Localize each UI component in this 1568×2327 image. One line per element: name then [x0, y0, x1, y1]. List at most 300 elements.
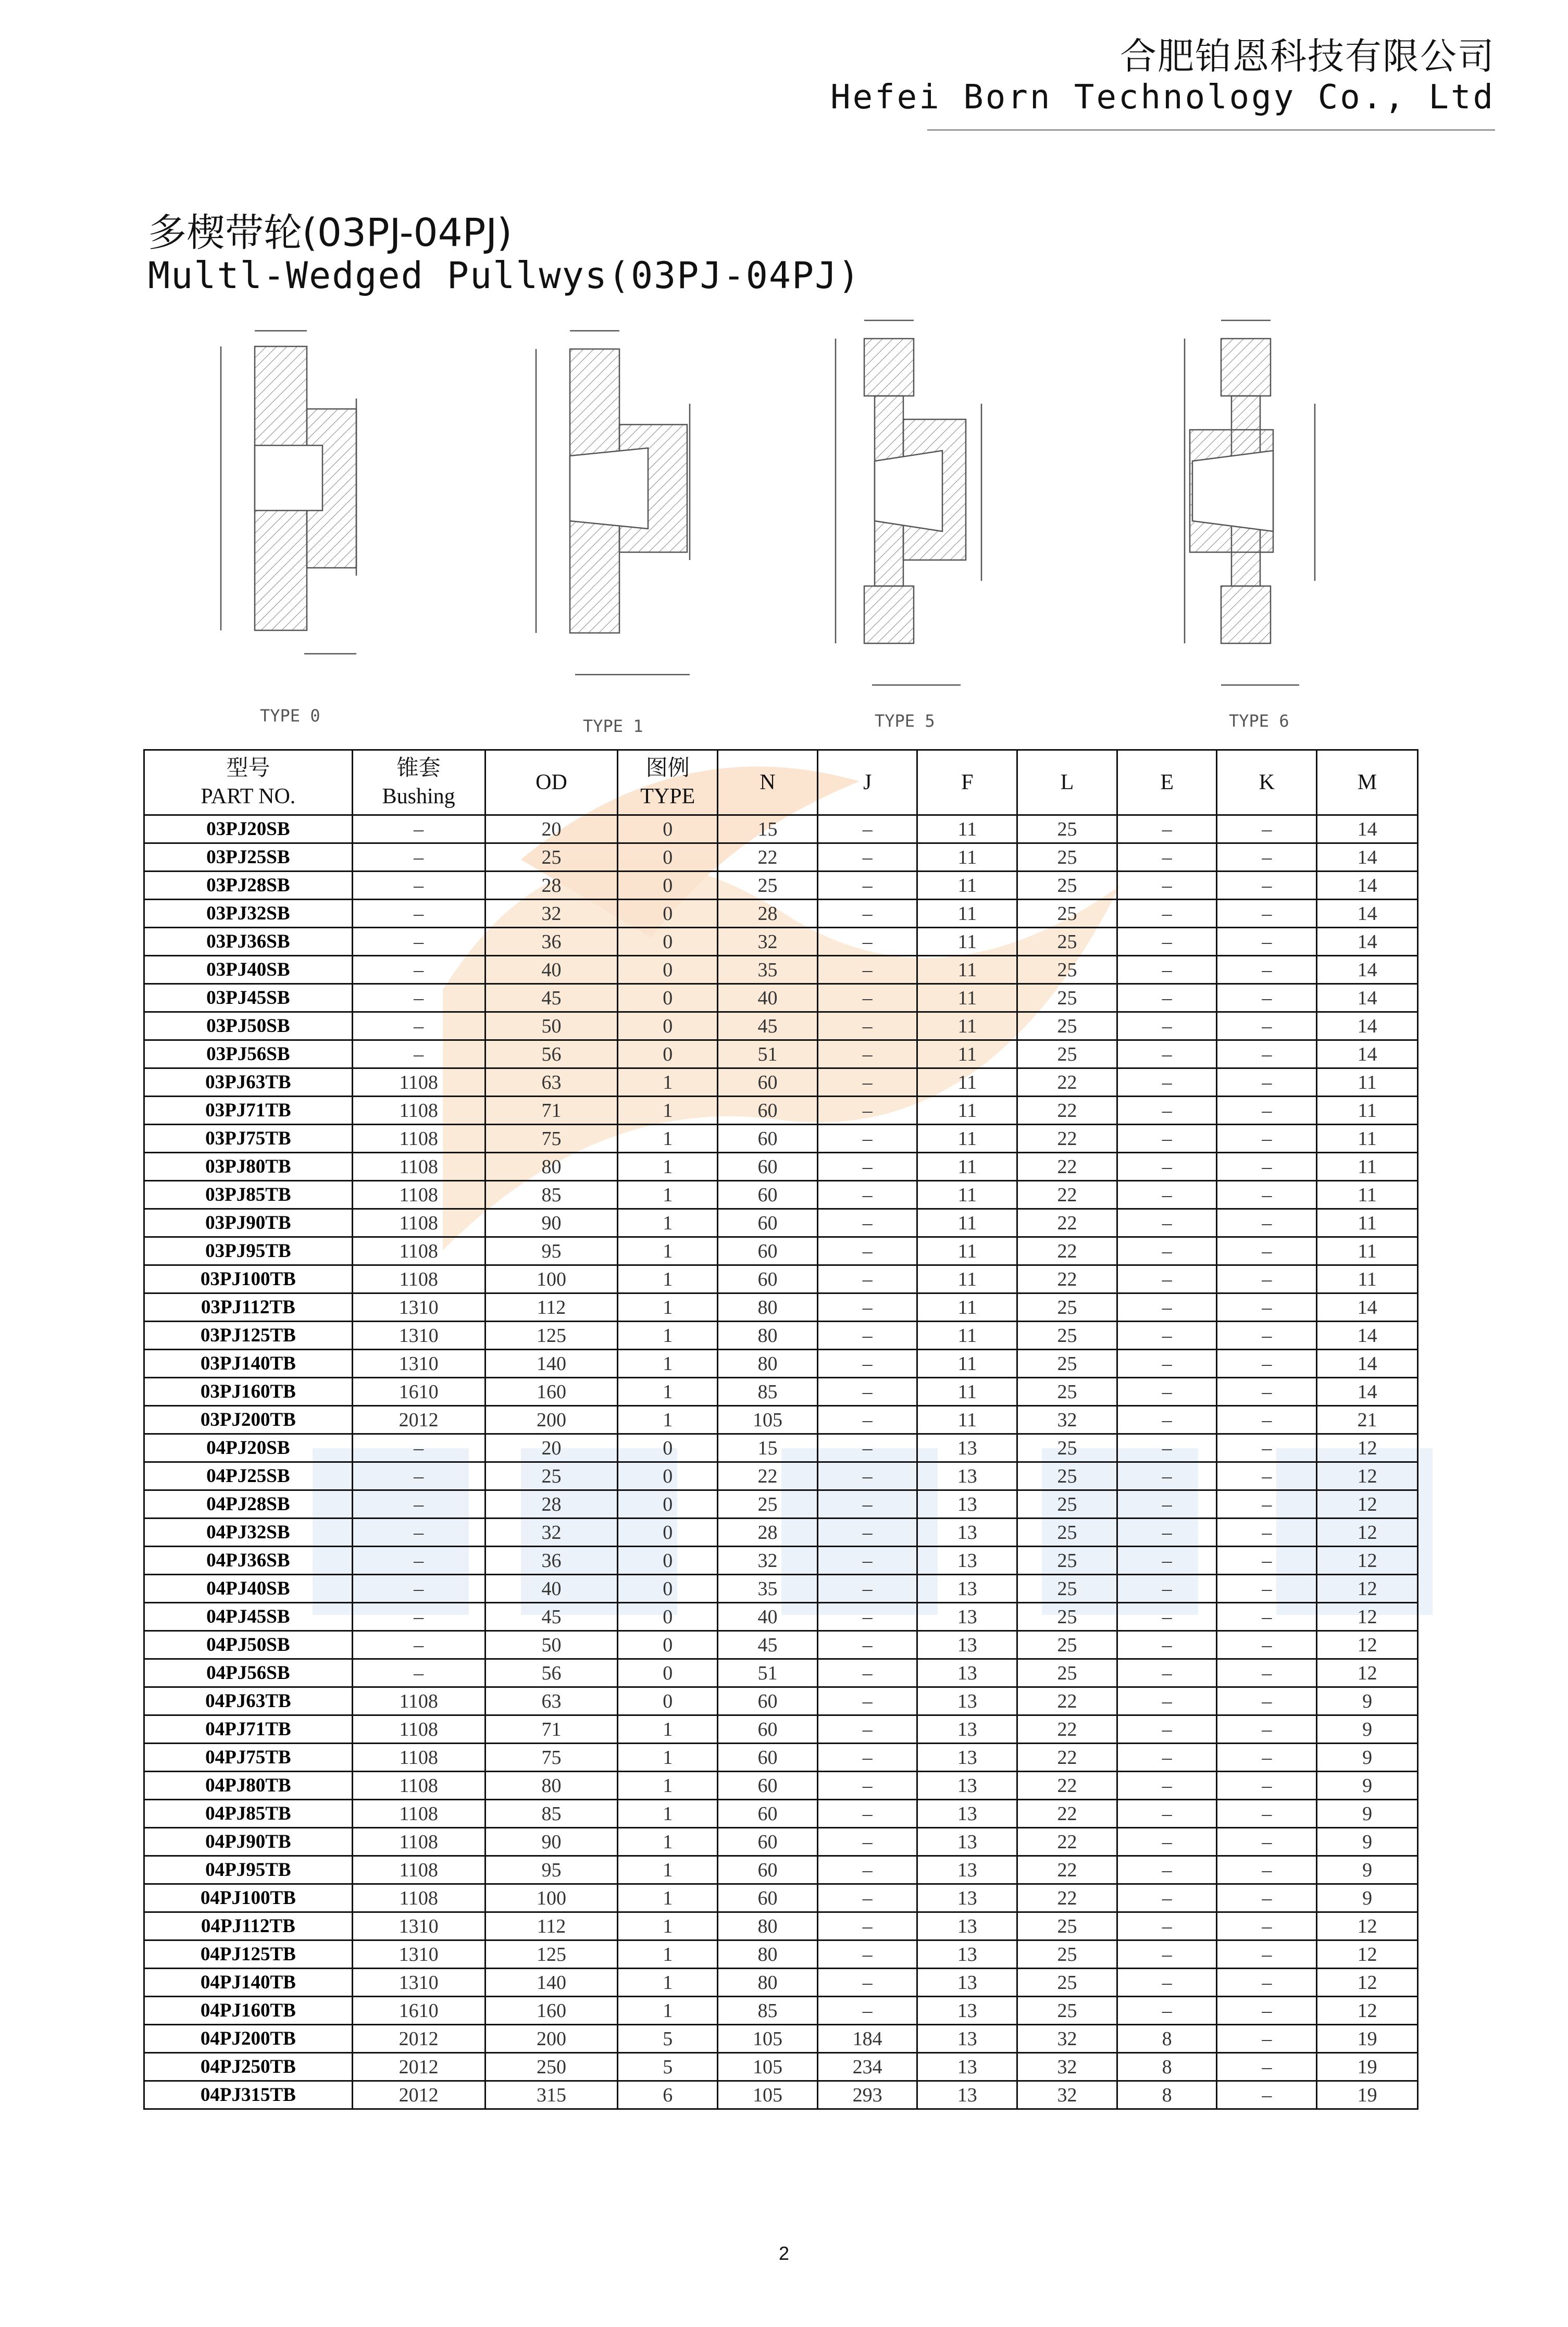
cell-od: 112 — [485, 1912, 618, 1940]
cell-e: – — [1117, 1519, 1217, 1547]
cell-m: 14 — [1317, 900, 1418, 928]
cell-j: – — [817, 1912, 917, 1940]
cell-m: 11 — [1317, 1125, 1418, 1153]
cell-j: 184 — [817, 2025, 917, 2053]
cell-f: 13 — [917, 1462, 1017, 1490]
cell-m: 11 — [1317, 1068, 1418, 1097]
cell-n: 80 — [718, 1350, 818, 1378]
cell-bushing: 1108 — [352, 1687, 485, 1715]
cell-j: – — [817, 1969, 917, 1997]
table-row — [144, 1378, 1418, 1406]
cell-m: 12 — [1317, 1659, 1418, 1687]
cell-od: 90 — [485, 1828, 618, 1856]
cell-bushing: 1108 — [352, 1209, 485, 1237]
col-f: F — [917, 750, 1017, 815]
cell-part-no: 04PJ45SB — [144, 1603, 353, 1631]
col-od: OD — [485, 750, 618, 815]
cell-e: – — [1117, 984, 1217, 1012]
cell-l: 22 — [1017, 1125, 1117, 1153]
cell-od: 28 — [485, 1490, 618, 1519]
cell-k: – — [1217, 1068, 1317, 1097]
cell-part-no: 03PJ40SB — [144, 956, 353, 984]
type6-drawing — [1185, 320, 1315, 685]
cell-od: 56 — [485, 1659, 618, 1687]
cell-e: – — [1117, 1462, 1217, 1490]
cell-od: 36 — [485, 1547, 618, 1575]
cell-f: 11 — [917, 1265, 1017, 1293]
cell-od: 28 — [485, 872, 618, 900]
cell-part-no: 03PJ20SB — [144, 815, 353, 843]
cell-m: 14 — [1317, 815, 1418, 843]
cell-type: 1 — [618, 1912, 718, 1940]
cell-bushing: – — [352, 928, 485, 956]
cell-e: – — [1117, 1631, 1217, 1659]
cell-bushing: 1108 — [352, 1744, 485, 1772]
cell-n: 51 — [718, 1040, 818, 1068]
cell-n: 80 — [718, 1912, 818, 1940]
type5-label: TYPE 5 — [875, 711, 935, 731]
cell-m: 9 — [1317, 1744, 1418, 1772]
cell-od: 100 — [485, 1884, 618, 1912]
cell-l: 22 — [1017, 1153, 1117, 1181]
cell-f: 11 — [917, 815, 1017, 843]
page-title-en: Multl-Wedged Pullwys(03PJ-04PJ) — [148, 254, 861, 297]
cell-l: 22 — [1017, 1828, 1117, 1856]
cell-bushing: 1610 — [352, 1997, 485, 2025]
cell-k: – — [1217, 1547, 1317, 1575]
cell-k: – — [1217, 1490, 1317, 1519]
table-row — [144, 1125, 1418, 1153]
cell-j: – — [817, 1828, 917, 1856]
cell-bushing: 2012 — [352, 2025, 485, 2053]
cell-n: 80 — [718, 1293, 818, 1322]
cell-type: 1 — [618, 1265, 718, 1293]
cell-part-no: 03PJ25SB — [144, 843, 353, 872]
cell-m: 9 — [1317, 1828, 1418, 1856]
cell-k: – — [1217, 1462, 1317, 1490]
cell-k: – — [1217, 1012, 1317, 1040]
col-part-no-cn: 型号 — [226, 756, 270, 780]
cell-n: 60 — [718, 1772, 818, 1800]
cell-k: – — [1217, 1181, 1317, 1209]
cell-od: 112 — [485, 1293, 618, 1322]
cell-part-no: 04PJ36SB — [144, 1547, 353, 1575]
cell-e: – — [1117, 1040, 1217, 1068]
cell-m: 12 — [1317, 1434, 1418, 1462]
table-row — [144, 2081, 1418, 2109]
cell-bushing: 1310 — [352, 1350, 485, 1378]
cell-n: 22 — [718, 1462, 818, 1490]
cell-l: 22 — [1017, 1715, 1117, 1744]
table-row — [144, 1406, 1418, 1434]
cell-j: – — [817, 1040, 917, 1068]
cell-f: 13 — [917, 2081, 1017, 2109]
cell-l: 22 — [1017, 1772, 1117, 1800]
cell-j: – — [817, 1800, 917, 1828]
cell-f: 11 — [917, 843, 1017, 872]
cell-f: 11 — [917, 984, 1017, 1012]
col-bushing — [352, 750, 485, 815]
col-part-no — [144, 750, 353, 815]
cell-m: 19 — [1317, 2081, 1418, 2109]
table-row — [144, 1603, 1418, 1631]
cell-e: – — [1117, 1265, 1217, 1293]
cell-m: 12 — [1317, 1969, 1418, 1997]
pulley-diagrams — [148, 300, 1419, 748]
cell-j: – — [817, 1209, 917, 1237]
cell-od: 250 — [485, 2053, 618, 2081]
cell-part-no: 03PJ32SB — [144, 900, 353, 928]
cell-f: 13 — [917, 1631, 1017, 1659]
cell-f: 11 — [917, 1209, 1017, 1237]
cell-f: 11 — [917, 1153, 1017, 1181]
cell-f: 11 — [917, 1322, 1017, 1350]
cell-k: – — [1217, 928, 1317, 956]
table-row — [144, 1350, 1418, 1378]
table-row — [144, 1012, 1418, 1040]
cell-f: 13 — [917, 1575, 1017, 1603]
cell-l: 32 — [1017, 2081, 1117, 2109]
cell-m: 12 — [1317, 1940, 1418, 1969]
cell-type: 0 — [618, 928, 718, 956]
cell-k: – — [1217, 1856, 1317, 1884]
cell-n: 45 — [718, 1012, 818, 1040]
cell-bushing: 1310 — [352, 1969, 485, 1997]
cell-l: 25 — [1017, 815, 1117, 843]
cell-k: – — [1217, 1040, 1317, 1068]
cell-m: 9 — [1317, 1715, 1418, 1744]
cell-j: – — [817, 1631, 917, 1659]
cell-m: 12 — [1317, 1575, 1418, 1603]
cell-bushing: – — [352, 1631, 485, 1659]
cell-j: – — [817, 1856, 917, 1884]
table-row — [144, 956, 1418, 984]
cell-f: 11 — [917, 956, 1017, 984]
table-row — [144, 1715, 1418, 1744]
cell-type: 1 — [618, 1406, 718, 1434]
cell-part-no: 04PJ80TB — [144, 1772, 353, 1800]
cell-m: 14 — [1317, 843, 1418, 872]
cell-part-no: 04PJ100TB — [144, 1884, 353, 1912]
table-row — [144, 900, 1418, 928]
cell-n: 105 — [718, 2081, 818, 2109]
cell-k: – — [1217, 815, 1317, 843]
table-row — [144, 1293, 1418, 1322]
cell-j: – — [817, 1603, 917, 1631]
cell-part-no: 04PJ90TB — [144, 1828, 353, 1856]
cell-type: 0 — [618, 1012, 718, 1040]
cell-part-no: 04PJ50SB — [144, 1631, 353, 1659]
cell-m: 19 — [1317, 2053, 1418, 2081]
company-name-en: Hefei Born Technology Co., Ltd — [830, 78, 1495, 117]
cell-type: 0 — [618, 872, 718, 900]
cell-n: 60 — [718, 1097, 818, 1125]
cell-bushing: 1108 — [352, 1097, 485, 1125]
cell-od: 125 — [485, 1940, 618, 1969]
table-row — [144, 1490, 1418, 1519]
cell-l: 25 — [1017, 984, 1117, 1012]
cell-type: 1 — [618, 1153, 718, 1181]
cell-j: – — [817, 1237, 917, 1265]
cell-k: – — [1217, 1659, 1317, 1687]
cell-type: 1 — [618, 1772, 718, 1800]
cell-type: 1 — [618, 1744, 718, 1772]
cell-e: – — [1117, 1097, 1217, 1125]
page-title-cn: 多楔带轮(03PJ-04PJ) — [148, 210, 513, 255]
table-row — [144, 1772, 1418, 1800]
cell-m: 14 — [1317, 1293, 1418, 1322]
cell-part-no: 03PJ95TB — [144, 1237, 353, 1265]
cell-part-no: 03PJ75TB — [144, 1125, 353, 1153]
cell-type: 0 — [618, 1631, 718, 1659]
cell-type: 0 — [618, 956, 718, 984]
cell-j: – — [817, 1772, 917, 1800]
cell-e: – — [1117, 1547, 1217, 1575]
cell-k: – — [1217, 1969, 1317, 1997]
cell-m: 12 — [1317, 1603, 1418, 1631]
cell-od: 50 — [485, 1012, 618, 1040]
cell-f: 13 — [917, 1856, 1017, 1884]
cell-type: 0 — [618, 1434, 718, 1462]
cell-e: 8 — [1117, 2053, 1217, 2081]
cell-f: 13 — [917, 1659, 1017, 1687]
cell-type: 0 — [618, 1547, 718, 1575]
cell-bushing: 1310 — [352, 1912, 485, 1940]
cell-f: 13 — [917, 1800, 1017, 1828]
cell-n: 80 — [718, 1940, 818, 1969]
cell-k: – — [1217, 1237, 1317, 1265]
cell-part-no: 04PJ250TB — [144, 2053, 353, 2081]
cell-od: 95 — [485, 1856, 618, 1884]
cell-j: – — [817, 1181, 917, 1209]
cell-f: 11 — [917, 1350, 1017, 1378]
cell-od: 20 — [485, 815, 618, 843]
col-n: N — [718, 750, 818, 815]
cell-j: – — [817, 1519, 917, 1547]
cell-type: 5 — [618, 2053, 718, 2081]
cell-bushing: – — [352, 984, 485, 1012]
cell-bushing: 2012 — [352, 1406, 485, 1434]
cell-e: – — [1117, 1153, 1217, 1181]
table-row — [144, 1209, 1418, 1237]
cell-j: – — [817, 1744, 917, 1772]
spec-table-body — [144, 815, 1418, 2109]
cell-e: – — [1117, 815, 1217, 843]
cell-bushing: 1108 — [352, 1800, 485, 1828]
cell-k: – — [1217, 1125, 1317, 1153]
cell-f: 11 — [917, 1406, 1017, 1434]
table-row — [144, 1969, 1418, 1997]
cell-e: – — [1117, 928, 1217, 956]
cell-j: – — [817, 956, 917, 984]
col-part-no-en: PART NO. — [201, 785, 296, 808]
cell-m: 19 — [1317, 2025, 1418, 2053]
cell-type: 1 — [618, 1125, 718, 1153]
cell-type: 1 — [618, 1828, 718, 1856]
cell-type: 1 — [618, 1068, 718, 1097]
cell-e: – — [1117, 1293, 1217, 1322]
cell-part-no: 04PJ71TB — [144, 1715, 353, 1744]
table-row — [144, 1828, 1418, 1856]
cell-part-no: 04PJ140TB — [144, 1969, 353, 1997]
table-row — [144, 1940, 1418, 1969]
cell-f: 11 — [917, 1181, 1017, 1209]
cell-k: – — [1217, 1293, 1317, 1322]
cell-e: – — [1117, 1912, 1217, 1940]
cell-e: – — [1117, 1884, 1217, 1912]
cell-m: 11 — [1317, 1237, 1418, 1265]
cell-n: 28 — [718, 900, 818, 928]
cell-l: 22 — [1017, 1209, 1117, 1237]
cell-f: 13 — [917, 1715, 1017, 1744]
table-row — [144, 2025, 1418, 2053]
cell-j: – — [817, 1884, 917, 1912]
cell-m: 14 — [1317, 1040, 1418, 1068]
cell-bushing: – — [352, 815, 485, 843]
cell-od: 45 — [485, 1603, 618, 1631]
cell-bushing: 1108 — [352, 1181, 485, 1209]
cell-e: – — [1117, 1350, 1217, 1378]
cell-od: 75 — [485, 1125, 618, 1153]
table-row — [144, 1181, 1418, 1209]
cell-j: – — [817, 1715, 917, 1744]
cell-m: 11 — [1317, 1097, 1418, 1125]
cell-m: 12 — [1317, 1997, 1418, 2025]
cell-k: – — [1217, 1912, 1317, 1940]
cell-m: 11 — [1317, 1153, 1418, 1181]
cell-type: 0 — [618, 843, 718, 872]
cell-bushing: – — [352, 956, 485, 984]
cell-n: 105 — [718, 2053, 818, 2081]
cell-e: – — [1117, 1012, 1217, 1040]
table-row — [144, 1687, 1418, 1715]
cell-j: – — [817, 1940, 917, 1969]
cell-bushing: 1108 — [352, 1828, 485, 1856]
cell-od: 32 — [485, 900, 618, 928]
cell-l: 25 — [1017, 1322, 1117, 1350]
cell-n: 35 — [718, 956, 818, 984]
table-row — [144, 815, 1418, 843]
cell-bushing: – — [352, 872, 485, 900]
cell-e: – — [1117, 1490, 1217, 1519]
cell-l: 25 — [1017, 1040, 1117, 1068]
cell-j: – — [817, 843, 917, 872]
cell-od: 80 — [485, 1772, 618, 1800]
cell-od: 63 — [485, 1068, 618, 1097]
cell-type: 5 — [618, 2025, 718, 2053]
cell-f: 13 — [917, 1772, 1017, 1800]
cell-m: 9 — [1317, 1884, 1418, 1912]
table-row — [144, 1265, 1418, 1293]
cell-e: – — [1117, 872, 1217, 900]
cell-n: 60 — [718, 1153, 818, 1181]
cell-k: – — [1217, 1997, 1317, 2025]
cell-f: 11 — [917, 1040, 1017, 1068]
cell-f: 11 — [917, 928, 1017, 956]
cell-od: 63 — [485, 1687, 618, 1715]
cell-od: 125 — [485, 1322, 618, 1350]
cell-type: 1 — [618, 1293, 718, 1322]
cell-k: – — [1217, 1715, 1317, 1744]
cell-l: 25 — [1017, 928, 1117, 956]
cell-l: 25 — [1017, 1519, 1117, 1547]
cell-od: 100 — [485, 1265, 618, 1293]
cell-l: 22 — [1017, 1181, 1117, 1209]
cell-e: – — [1117, 1322, 1217, 1350]
cell-e: – — [1117, 1659, 1217, 1687]
cell-od: 80 — [485, 1153, 618, 1181]
cell-k: – — [1217, 843, 1317, 872]
cell-l: 25 — [1017, 843, 1117, 872]
cell-part-no: 03PJ28SB — [144, 872, 353, 900]
cell-part-no: 04PJ28SB — [144, 1490, 353, 1519]
cell-l: 25 — [1017, 1012, 1117, 1040]
cell-bushing: 1108 — [352, 1237, 485, 1265]
cell-l: 32 — [1017, 2025, 1117, 2053]
cell-part-no: 03PJ200TB — [144, 1406, 353, 1434]
cell-k: – — [1217, 2025, 1317, 2053]
cell-part-no: 03PJ56SB — [144, 1040, 353, 1068]
cell-n: 35 — [718, 1575, 818, 1603]
cell-j: – — [817, 1490, 917, 1519]
cell-od: 160 — [485, 1997, 618, 2025]
table-row — [144, 1547, 1418, 1575]
cell-m: 14 — [1317, 1322, 1418, 1350]
cell-n: 80 — [718, 1969, 818, 1997]
cell-n: 60 — [718, 1856, 818, 1884]
cell-m: 9 — [1317, 1687, 1418, 1715]
table-row — [144, 928, 1418, 956]
cell-k: – — [1217, 1800, 1317, 1828]
cell-m: 9 — [1317, 1856, 1418, 1884]
cell-e: – — [1117, 1687, 1217, 1715]
cell-bushing: 1108 — [352, 1265, 485, 1293]
cell-type: 0 — [618, 1575, 718, 1603]
col-k: K — [1217, 750, 1317, 815]
cell-type: 1 — [618, 1322, 718, 1350]
cell-od: 40 — [485, 1575, 618, 1603]
cell-bushing: 1310 — [352, 1293, 485, 1322]
table-row — [144, 1462, 1418, 1490]
cell-part-no: 03PJ112TB — [144, 1293, 353, 1322]
table-row — [144, 1153, 1418, 1181]
cell-k: – — [1217, 1744, 1317, 1772]
cell-type: 0 — [618, 1040, 718, 1068]
col-e: E — [1117, 750, 1217, 815]
cell-k: – — [1217, 1603, 1317, 1631]
cell-od: 20 — [485, 1434, 618, 1462]
cell-od: 315 — [485, 2081, 618, 2109]
cell-j: – — [817, 900, 917, 928]
cell-n: 25 — [718, 1490, 818, 1519]
cell-l: 25 — [1017, 1462, 1117, 1490]
cell-type: 1 — [618, 1378, 718, 1406]
cell-od: 75 — [485, 1744, 618, 1772]
cell-part-no: 04PJ315TB — [144, 2081, 353, 2109]
cell-type: 1 — [618, 1856, 718, 1884]
cell-j: – — [817, 1265, 917, 1293]
cell-part-no: 03PJ71TB — [144, 1097, 353, 1125]
cell-n: 60 — [718, 1181, 818, 1209]
cell-type: 1 — [618, 1181, 718, 1209]
cell-j: – — [817, 1575, 917, 1603]
cell-part-no: 04PJ125TB — [144, 1940, 353, 1969]
cell-bushing: – — [352, 1490, 485, 1519]
cell-f: 13 — [917, 1940, 1017, 1969]
cell-k: – — [1217, 1828, 1317, 1856]
cell-j: – — [817, 1350, 917, 1378]
cell-e: – — [1117, 900, 1217, 928]
